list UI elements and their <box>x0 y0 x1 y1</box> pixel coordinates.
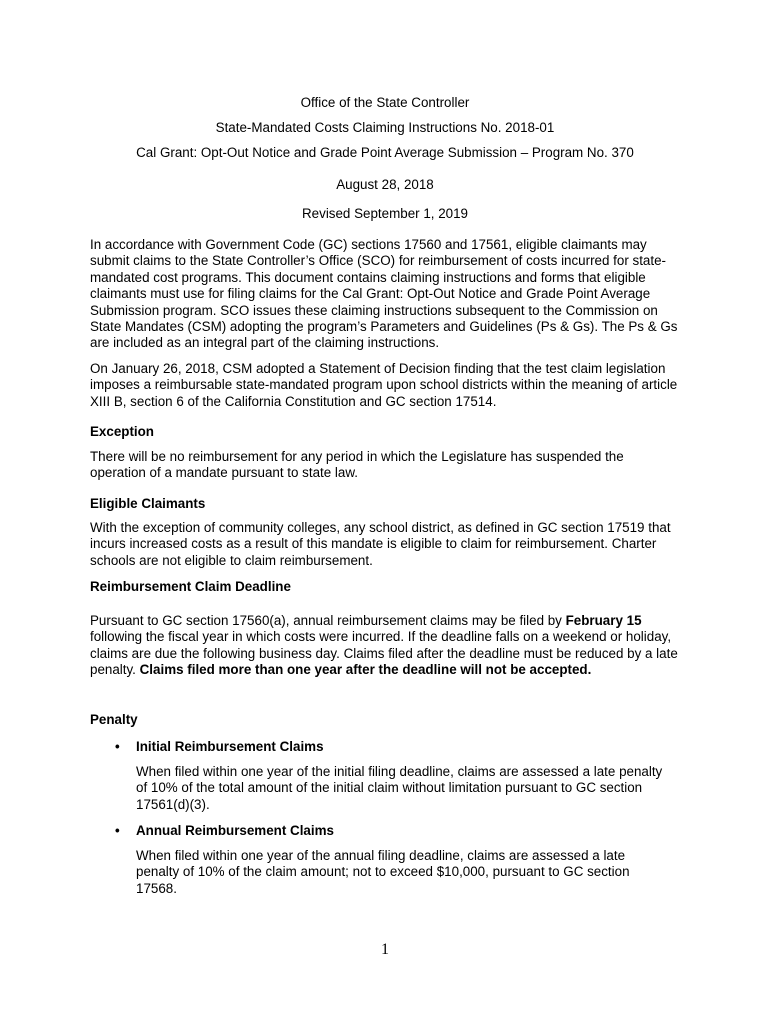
penalty-item-annual <box>115 823 334 839</box>
penalty-item-text: When filed within one year of the annual filing deadline, claims are assessed a late penalty of 10% of the claim amount; not to exceed $10,000, pursuant to GC section 17568. <box>136 848 630 896</box>
exception-paragraph: There will be no reimbursement for any period in which the Legislature has suspended the operation of a mandate pursuant to state law. <box>90 449 624 481</box>
page-number: 1 <box>381 941 389 958</box>
penalty-item-title: Annual Reimbursement Claims <box>136 823 334 838</box>
penalty-item-initial <box>115 739 324 755</box>
revision-date: Revised September 1, 2019 <box>302 206 468 221</box>
bullet-icon: • <box>115 739 120 754</box>
penalty-heading: Penalty <box>90 712 138 727</box>
claim-deadline-heading: Reimbursement Claim Deadline <box>90 579 291 594</box>
office-title: Office of the State Controller <box>300 95 470 110</box>
deadline-text-a: Pursuant to GC section 17560(a), annual reimbursement claims may be filed by <box>90 613 566 628</box>
issue-date: August 28, 2018 <box>336 177 434 192</box>
deadline-text-b: following the fiscal year in which costs were incurred. If the deadline falls on a weekend or holiday, claims are due the following business day. Claims filed after the deadline must be reduced by a late penalty. <box>90 629 678 678</box>
decision-paragraph: On January 26, 2018, CSM adopted a Statement of Decision finding that the test claim legislation imposes a reimbursable state-mandated program upon school districts within the meaning of article XIII B, section 6 of the California Constitution and GC section 17514. <box>90 361 678 409</box>
exception-heading: Exception <box>90 424 154 439</box>
deadline-date: February 15 <box>565 613 642 628</box>
eligible-claimants-paragraph: With the exception of community colleges, any school district, as defined in GC section 17519 that incurs increased costs as a result of this mandate is eligible to claim for reimbursement. Charter schools are not eligible to claim reimbursement. <box>90 520 671 568</box>
claim-deadline-paragraph <box>90 613 680 679</box>
program-title: Cal Grant: Opt-Out Notice and Grade Point Average Submission – Program No. 370 <box>136 145 634 160</box>
instructions-title: State-Mandated Costs Claiming Instructions No. 2018-01 <box>215 120 555 135</box>
eligible-claimants-heading: Eligible Claimants <box>90 496 206 511</box>
penalty-item-text: When filed within one year of the initial filing deadline, claims are assessed a late penalty of 10% of the total amount of the initial claim without limitation pursuant to GC section 17561(d)(3). <box>136 764 663 812</box>
penalty-item-title: Initial Reimbursement Claims <box>136 739 324 754</box>
deadline-warning: Claims filed more than one year after the deadline will not be accepted. <box>139 662 592 678</box>
intro-paragraph: In accordance with Government Code (GC) sections 17560 and 17561, eligible claimants may submit claims to the State Controller’s Office (SCO) for reimbursement of costs incurred for state-mandated cost programs. This document contains claiming instructions and forms that eligible claimants must use for filing claims for the Cal Grant: Opt-Out Notice and Grade Point Average Submission program. SCO issues these claiming instructions subsequent to the Commission on State Mandates (CSM) adopting the program’s Parameters and Guidelines (Ps & Gs). The Ps & Gs are included as an integral part of the claiming instructions. <box>90 237 678 351</box>
bullet-icon: • <box>115 823 120 838</box>
